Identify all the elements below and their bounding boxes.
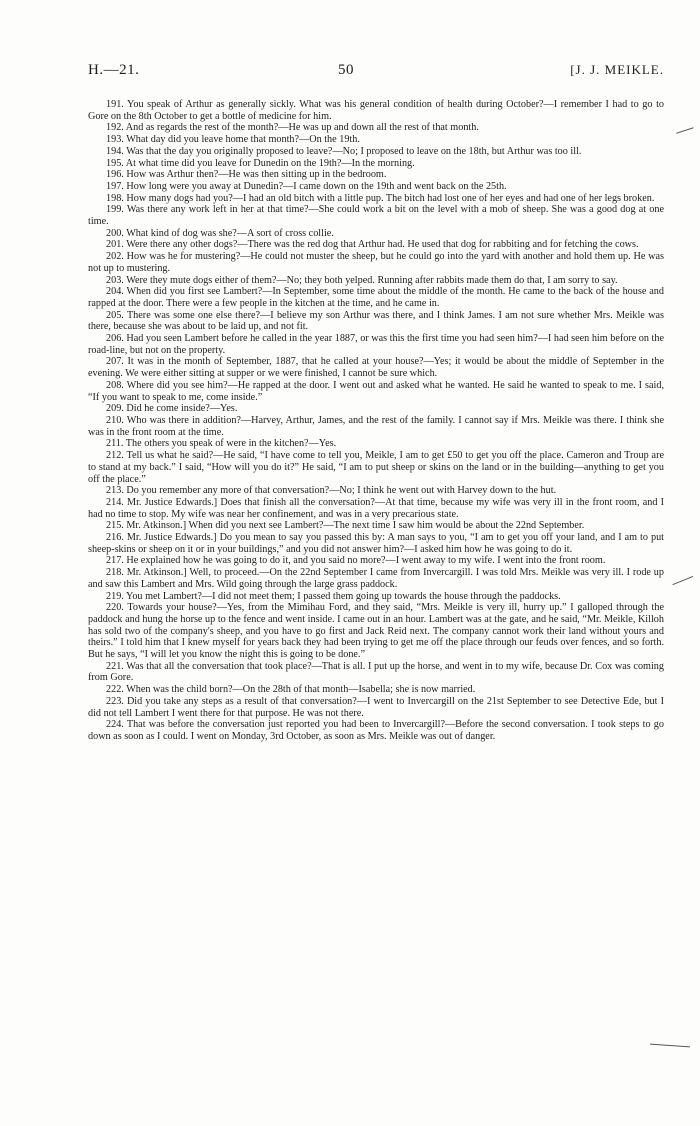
question-answer-paragraph: 209. Did he come inside?—Yes. (106, 403, 238, 415)
margin-mark (650, 1044, 690, 1049)
question-answer-paragraph: 216. Mr. Justice Edwards.] Do you mean to say you passed this by: A man says to you, “I am to get you off your land, and I am to put sheep-skins or sheep on it or in your buildings,” and you did not answer him?—I asked him how he was going to do it. (88, 532, 664, 555)
testimony-body (88, 99, 664, 743)
question-answer-paragraph: 200. What kind of dog was she?—A sort of cross collie. (106, 227, 334, 239)
question-answer-paragraph: 195. At what time did you leave for Dunedin on the 19th?—In the morning. (106, 157, 415, 169)
question-answer-paragraph: 208. Where did you see him?—He rapped at the door. I went out and asked what he wanted. He said he wanted to speak to me. I said, “If you want to speak to me, come inside.” (88, 379, 664, 403)
question-answer-paragraph: 221. Was that all the conversation that took place?—That is all. I put up the horse, and went in to my wife, because Dr. Cox was coming from Gore. (88, 660, 664, 684)
question-answer-paragraph: 219. You met Lambert?—I did not meet them; I passed them going up towards the house through the paddocks. (106, 590, 561, 602)
report-code: H.—21. (88, 62, 140, 78)
question-answer-paragraph: 194. Was that the day you originally proposed to leave?—No; I proposed to leave on the 18th, but Arthur was too ill. (106, 145, 582, 157)
question-answer-paragraph: 205. There was some one else there?—I believe my son Arthur was there, and I think James. I am not sure whether Mrs. Meikle was there, because she was about to be laid up, and not fit. (88, 309, 664, 333)
question-answer-paragraph: 198. How many dogs had you?—I had an old bitch with a little pup. The bitch had lost one of her eyes and had one of her legs broken. (106, 192, 655, 204)
question-answer-paragraph: 223. Did you take any steps as a result of that conversation?—I went to Invercargill on the 21st September to see Detective Ede, but I did not tell Lambert I went there for that purpose. He was not there. (88, 695, 664, 719)
question-answer-paragraph: 211. The others you speak of were in the kitchen?—Yes. (106, 438, 337, 450)
question-answer-paragraph: 224. That was before the conversation just reported you had been to Invercargill?—Before the second conversation. I took steps to go down as soon as I could. I went on Monday, 3rd October, as soon as Mrs. Meikle was out of danger. (88, 719, 664, 742)
question-answer-paragraph: 207. It was in the month of September, 1887, that he called at your house?—Yes; it would be about the middle of September in the evening. We were either sitting at supper or we were finished, I cannot be sure which. (88, 356, 664, 380)
page-number: 50 (338, 62, 354, 78)
question-answer-paragraph: 199. Was there any work left in her at that time?—She could work a bit on the level with a mob of sheep. She was a good dog at one time. (88, 204, 664, 228)
question-answer-paragraph: 191. You speak of Arthur as generally sickly. What was his general condition of health during October?—I remember I had to go to Gore on the 8th October to get a bottle of medicine for him. (88, 99, 664, 122)
question-answer-paragraph: 214. Mr. Justice Edwards.] Does that finish all the conversation?—At that time, because my wife was very ill in the front room, and I had no time to stop. My wife was near her confinement, and was in a very precarious state. (88, 496, 664, 520)
witness-name: [J. J. MEIKLE. (570, 62, 664, 77)
question-answer-paragraph: 206. Had you seen Lambert before he called in the year 1887, or was this the first time you had seen him?—I had seen him before on the road-line, but not on the property. (88, 333, 664, 356)
question-answer-paragraph: 220. Towards your house?—Yes, from the Mimihau Ford, and they said, “Mrs. Meikle is very ill, hurry up.” I galloped through the paddock and hung the horse up to the fence and went inside. I came out in an hour. Lambert was at the gate, and he said, “Mr. Meikle, Killoh has sold two of the company's sheep, and you have to go first and Jack Reid next. The company cannot work their land without yours and theirs.” I told him that I knew myself for years back they had been trying to get me off the place through our feuds over fences, and so forth. But he says, “I will let you know the night this is going to be done.” (88, 602, 664, 661)
question-answer-paragraph: 204. When did you first see Lambert?—In September, some time about the middle of the month. He came to the back of the house and rapped at the door. There were a few people in the kitchen at the time, and he came in. (88, 286, 664, 309)
question-answer-paragraph: 218. Mr. Atkinson.] Well, to proceed.—On the 22nd September I came from Invercargill. I was told Mrs. Meikle was very ill. I rode up and saw this Lambert and Mrs. Wild going through the large grass paddock. (88, 567, 664, 590)
question-answer-paragraph: 192. And as regards the rest of the month?—He was up and down all the rest of that month. (106, 122, 479, 134)
question-answer-paragraph: 202. How was he for mustering?—He could not muster the sheep, but he could go into the yard with another and hold them up. He was not up to mustering. (88, 251, 664, 274)
question-answer-paragraph: 196. How was Arthur then?—He was then sitting up in the bedroom. (106, 169, 387, 181)
question-answer-paragraph: 203. Were they mute dogs either of them?—No; they both yelped. Running after rabbits made them do that, I am sorry to say. (106, 274, 618, 286)
margin-mark (672, 576, 693, 586)
question-answer-paragraph: 222. When was the child born?—On the 28th of that month—Isabella; she is now married. (106, 684, 476, 696)
question-answer-paragraph: 213. Do you remember any more of that conversation?—No; I think he went out with Harvey down to the hut. (106, 485, 557, 497)
question-answer-paragraph: 201. Were there any other dogs?—There was the red dog that Arthur had. He used that dog for rabbiting and for fetching the cows. (106, 239, 639, 251)
question-answer-paragraph: 193. What day did you leave home that month?—On the 19th. (106, 134, 360, 146)
question-answer-paragraph: 212. Tell us what he said?—He said, “I have come to tell you, Meikle, I am to get £50 to get you off the place. Cameron and Troup are to stand at my back.” I said, “How will you do it?” He said, “I am to put sheep or skins on the land or in the building—anything to get you off the place.” (88, 450, 664, 485)
page-header (88, 62, 664, 82)
question-answer-paragraph: 210. Who was there in addition?—Harvey, Arthur, James, and the rest of the family. I cannot say if Mrs. Meikle was there. I think she was in the front room at the time. (88, 414, 664, 438)
question-answer-paragraph: 197. How long were you away at Dunedin?—I came down on the 19th and went back on the 25th. (106, 180, 507, 192)
margin-mark (676, 127, 694, 134)
question-answer-paragraph: 215. Mr. Atkinson.] When did you next see Lambert?—The next time I saw him would be about the 22nd September. (106, 520, 585, 532)
question-answer-paragraph: 217. He explained how he was going to do it, and you said no more?—I went away to my wife. I went into the front room. (106, 555, 606, 567)
